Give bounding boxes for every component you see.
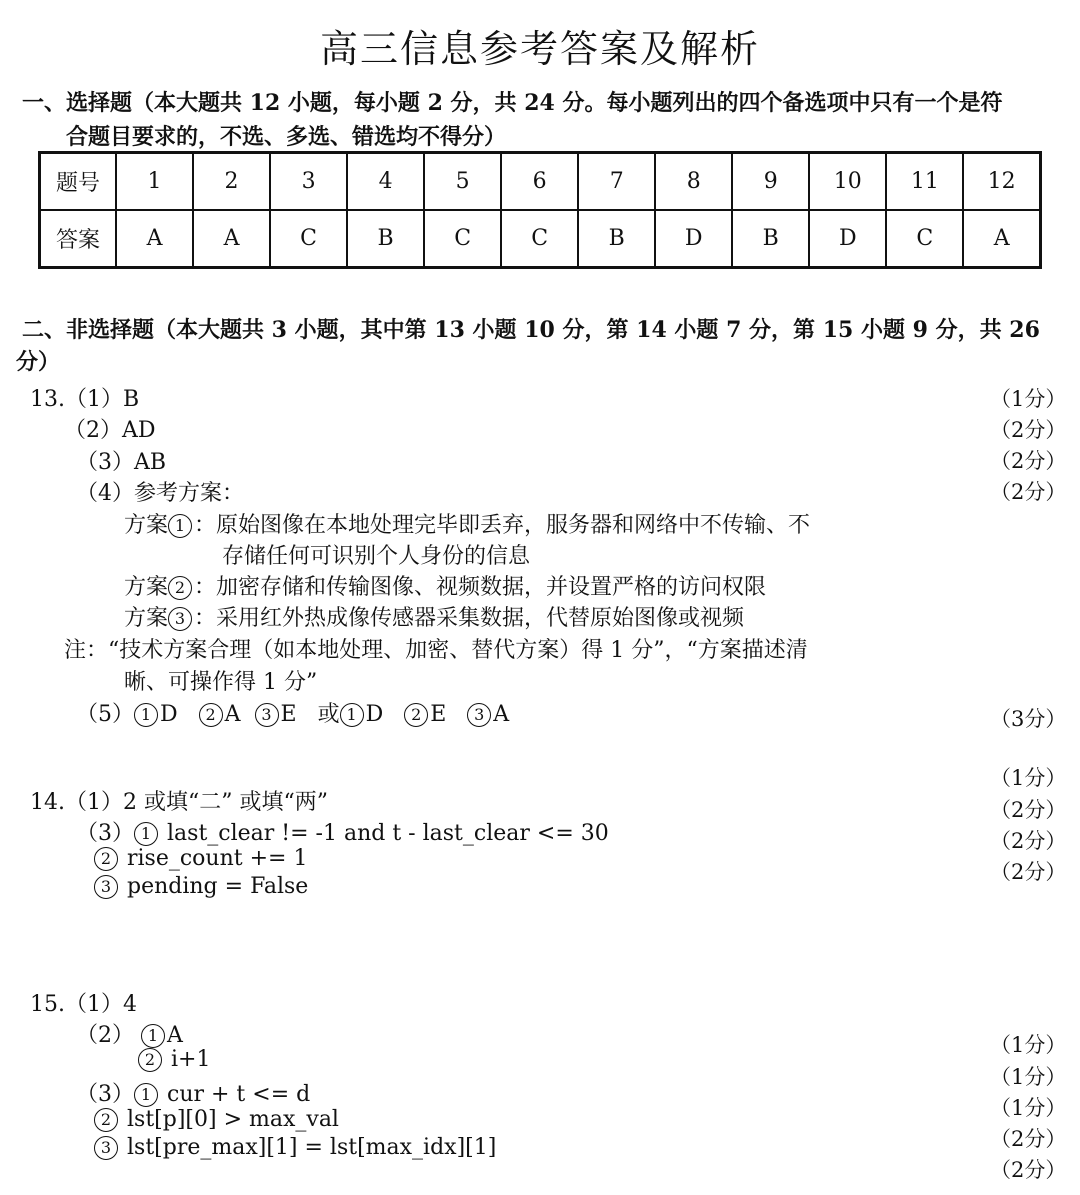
circled-number: 2 [94,847,118,871]
code-answer: i+1 [171,1047,211,1072]
plan-label: 方案 [124,606,169,631]
q13-part4: （4）参考方案： [76,481,244,506]
question-number: 8 [655,153,732,211]
page-title: 高三信息参考答案及解析 [319,27,760,71]
option: E [280,702,297,727]
circled-number: 1 [134,1083,158,1107]
question-number: 2 [193,153,270,211]
q15-part2-2 [138,1047,210,1072]
question-number: 12 [963,153,1040,211]
answer-cell: A [116,210,193,268]
score: （1分） [990,1096,1067,1120]
table-row-numbers [40,153,1041,211]
circled-number: 2 [199,703,223,727]
q13-part5 [76,697,509,728]
section1-heading-cont: 合题目要求的，不选、多选、错选均不得分） [66,124,507,150]
q15-part3 [76,1077,310,1108]
answer-table [38,151,1042,269]
code-answer: lst[p][0] > max_val [127,1107,339,1132]
score: （2分） [990,1127,1067,1151]
q14-part3-2 [94,846,307,871]
q15-part3-3 [94,1135,496,1160]
q13-plan2 [124,570,766,601]
score: （2分） [990,798,1067,822]
option: D [160,702,178,727]
question-number: 5 [424,153,501,211]
option: D [365,702,384,727]
circled-number: 3 [168,607,192,631]
q13-plan3 [124,601,744,632]
q13-plan1 [124,508,810,539]
score: （2分） [990,860,1067,884]
circled-number: 1 [168,514,192,538]
question-number: 11 [886,153,963,211]
circled-number: 1 [134,822,158,846]
q13-note: 注：“技术方案合理（如本地处理、加密、替代方案）得 1 分”，“方案描述清 [64,638,808,663]
code-answer: last_clear != -1 and t - last_clear <= 30 [167,821,609,846]
question-number: 4 [347,153,424,211]
answer-cell: C [886,210,963,268]
q13-part1: 13.（1）B [30,387,140,412]
score: （1分） [990,766,1067,790]
part-prefix: （5） [76,702,134,727]
row-label-number: 题号 [40,153,117,211]
circled-number: 1 [340,703,364,727]
question-number: 10 [809,153,886,211]
score: （2分） [990,480,1067,504]
q14-part3 [76,816,609,847]
q13-plan1-cont: 存储任何可识别个人身份的信息 [222,544,531,569]
answer-cell: D [809,210,886,268]
q13-part3: （3）AB [76,450,167,475]
answer-cell: D [655,210,732,268]
q14-part1: 14.（1）2 或填“二” 或填“两” [30,790,328,815]
score: （2分） [990,418,1067,442]
answer-cell: C [501,210,578,268]
question-number: 9 [732,153,809,211]
circled-number: 3 [94,1136,118,1160]
answer-cell: B [347,210,424,268]
section1-heading: 一、选择题（本大题共 12 小题，每小题 2 分，共 24 分。每小题列出的四个备选项中只有一个是符 [22,90,1003,116]
option: E [430,702,447,727]
q15-part1: 15.（1）4 [30,992,137,1017]
plan-text: ：加密存储和传输图像、视频数据，并设置严格的访问权限 [194,575,767,600]
circled-number: 3 [467,703,491,727]
circled-number: 3 [255,703,279,727]
answer-cell: C [424,210,501,268]
q15-part2 [76,1018,183,1049]
circled-number: 2 [404,703,428,727]
score: （1分） [990,1065,1067,1089]
answer-cell: A [193,210,270,268]
score: （2分） [990,829,1067,853]
question-number: 6 [501,153,578,211]
row-label-answer: 答案 [40,210,117,268]
code-answer: pending = False [127,874,309,899]
plan-label: 方案 [124,513,169,538]
plan-label: 方案 [124,575,169,600]
question-number: 7 [578,153,655,211]
q15-part3-2 [94,1107,339,1132]
answer-cell: A [963,210,1040,268]
score: （2分） [990,1158,1067,1182]
question-number: 3 [270,153,347,211]
option: A [224,702,241,727]
question-number: 1 [116,153,193,211]
table-row-answers [40,210,1041,268]
plan-text: ：原始图像在本地处理完毕即丢弃，服务器和网络中不传输、不 [194,513,811,538]
code-answer: cur + t <= d [167,1082,311,1107]
circled-number: 2 [138,1048,162,1072]
q14-part3-3 [94,874,308,899]
circled-number: 2 [168,576,192,600]
part-prefix: （2） [76,1023,134,1048]
or-word: 或 [317,702,340,727]
part-prefix: （3） [76,1082,134,1107]
code-answer: rise_count += 1 [127,846,308,871]
score: （1分） [990,1033,1067,1057]
q13-part2: （2）AD [64,418,156,443]
score: （3分） [990,707,1067,731]
score: （2分） [990,449,1067,473]
answer-cell: C [270,210,347,268]
part-prefix: （3） [76,821,134,846]
option: A [493,702,510,727]
score: （1分） [990,387,1067,411]
circled-number: 1 [141,1024,165,1048]
circled-number: 2 [94,1108,118,1132]
code-answer: lst[pre_max][1] = lst[max_idx][1] [127,1135,497,1160]
option: A [167,1023,183,1048]
answer-cell: B [578,210,655,268]
circled-number: 3 [94,875,118,899]
plan-text: ：采用红外热成像传感器采集数据，代替原始图像或视频 [194,606,745,631]
q13-note-cont: 晰、可操作得 1 分” [124,670,318,695]
answer-cell: B [732,210,809,268]
section2-heading-cont: 分） [16,349,61,375]
circled-number: 1 [134,703,158,727]
section2-heading: 二、非选择题（本大题共 3 小题，其中第 13 小题 10 分，第 14 小题 7 分，第 15 小题 9 分，共 26 [22,317,1040,343]
